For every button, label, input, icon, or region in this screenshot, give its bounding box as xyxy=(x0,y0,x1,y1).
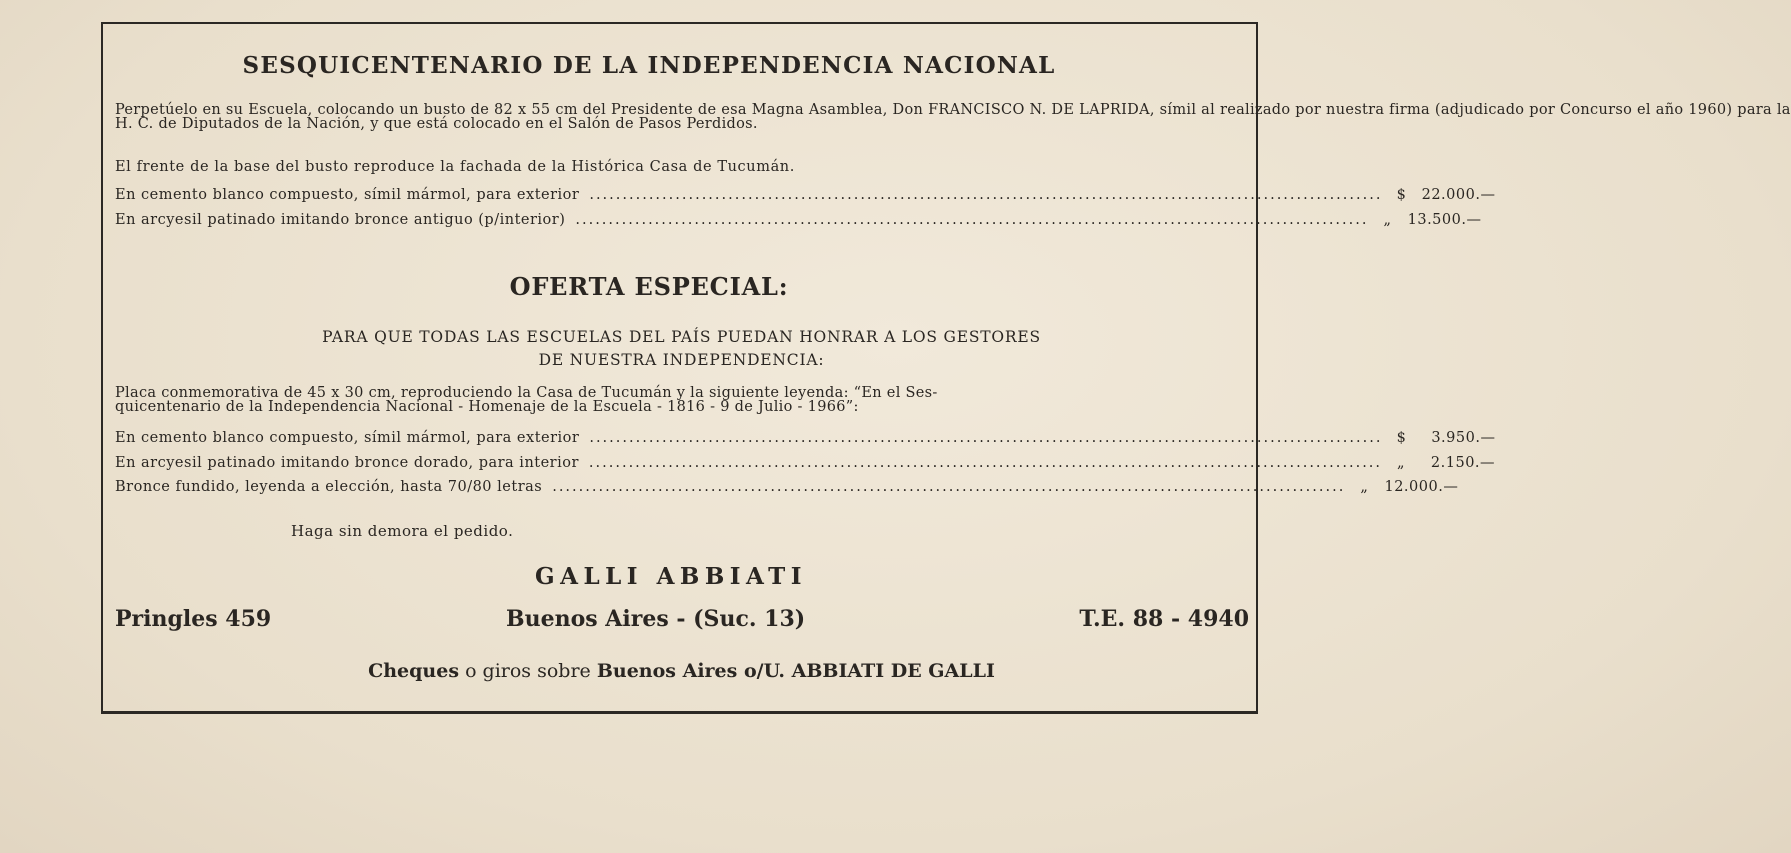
order-note: Haga sin demora el pedido. xyxy=(291,522,514,540)
price-currency: „ xyxy=(1360,479,1369,495)
offer-subtitle-1: PARA QUE TODAS LAS ESCUELAS DEL PAÍS PUEDAN HONRAR A LOS GESTORES xyxy=(322,328,1041,346)
payment-part-2: o giros sobre xyxy=(459,660,597,682)
price-currency: $ xyxy=(1396,187,1407,203)
payment-part-4: o/U. ABBIATI DE GALLI xyxy=(737,660,995,682)
intro-line-2: H. C. de Diputados de la Nación, y que está colocado en el Salón de Pasos Perdidos. xyxy=(115,116,758,132)
payment-part-3: Buenos Aires xyxy=(596,660,738,682)
offer-title: OFERTA ESPECIAL: xyxy=(509,272,789,301)
payment-note xyxy=(0,660,1298,682)
plaque-line-1: Placa conmemorativa de 45 x 30 cm, reproduciendo la Casa de Tucumán y la siguiente leyenda: “En el Ses- xyxy=(115,385,938,401)
price-amount: 12.000.— xyxy=(1384,479,1459,495)
plaque-price-row xyxy=(115,455,1496,471)
price-label: En cemento blanco compuesto, símil mármol, para exterior xyxy=(115,187,580,203)
intro-line-1: Perpetúelo en su Escuela, colocando un busto de 82 x 55 cm del Presidente de esa Magna Asamblea, Don FRANCISCO N. DE LAPRIDA, símil al realizado por nuestra firma (adjudicado por Concurso el año 1960) para la xyxy=(115,102,1791,118)
price-amount: 22.000.— xyxy=(1421,187,1496,203)
price-label: En arcyesil patinado imitando bronce antiguo (p/interior) xyxy=(115,212,566,228)
price-currency: „ xyxy=(1397,455,1406,471)
price-label: Bronce fundido, leyenda a elección, hasta 70/80 letras xyxy=(115,479,543,495)
plaque-price-row xyxy=(115,430,1496,446)
bust-price-row xyxy=(115,212,1482,228)
price-amount: 2.150.— xyxy=(1430,455,1496,471)
price-label: En cemento blanco compuesto, símil mármol, para exterior xyxy=(115,430,580,446)
plaque-price-row xyxy=(115,479,1459,495)
intro-paragraph xyxy=(115,102,1791,132)
dot-leader: ........................................................................................................................ xyxy=(552,479,1346,495)
plaque-line-2: quicentenario de la Independencia Nacional - Homenaje de la Escuela - 1816 - 9 de Julio - 1966”: xyxy=(115,399,859,415)
dot-leader: ........................................................................................................................ xyxy=(589,187,1383,203)
offer-subtitle-2: DE NUESTRA INDEPENDENCIA: xyxy=(538,351,825,369)
price-label: En arcyesil patinado imitando bronce dorado, para interior xyxy=(115,455,579,471)
main-heading: SESQUICENTENARIO DE LA INDEPENDENCIA NACIONAL xyxy=(242,52,1056,79)
address: Pringles 459 xyxy=(115,606,272,632)
price-currency: $ xyxy=(1396,430,1407,446)
plaque-paragraph xyxy=(115,386,1250,414)
payment-part-1: Cheques xyxy=(368,660,460,682)
price-amount: 13.500.— xyxy=(1407,212,1482,228)
price-currency: „ xyxy=(1383,212,1392,228)
base-note: El frente de la base del busto reproduce la fachada de la Histórica Casa de Tucumán. xyxy=(115,159,795,175)
price-amount: 3.950.— xyxy=(1431,430,1496,446)
dot-leader: ........................................................................................................................ xyxy=(588,455,1383,471)
dot-leader: ........................................................................................................................ xyxy=(575,212,1369,228)
company-name: GALLI ABBIATI xyxy=(534,563,808,590)
bust-price-row xyxy=(115,187,1496,203)
dot-leader: ........................................................................................................................ xyxy=(589,430,1383,446)
city: Buenos Aires - (Suc. 13) xyxy=(506,606,806,632)
phone: T.E. 88 - 4940 xyxy=(1079,606,1249,632)
